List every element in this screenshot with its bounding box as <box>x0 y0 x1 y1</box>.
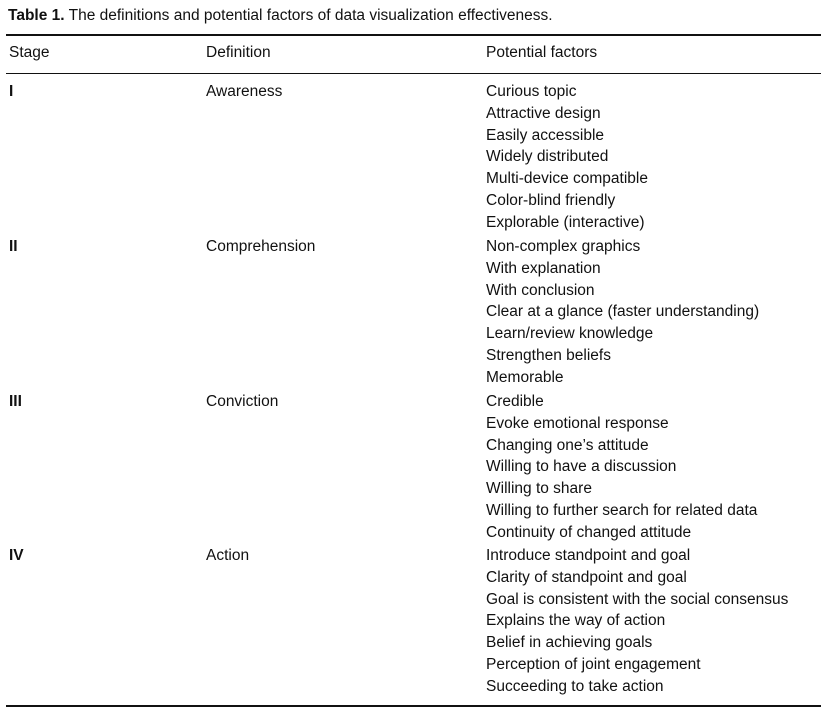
factor-item: Belief in achieving goals <box>486 634 653 652</box>
factor-item: With conclusion <box>486 281 595 299</box>
top-rule <box>6 34 821 36</box>
factor-item: Perception of joint engagement <box>486 655 701 673</box>
header-stage: Stage <box>9 44 50 61</box>
factor-item: Curious topic <box>486 83 577 100</box>
factor-list <box>486 545 788 698</box>
factor-list <box>486 391 757 544</box>
factor-item: Willing to have a discussion <box>486 458 677 476</box>
stage-number: III <box>9 393 22 410</box>
factor-item: Succeeding to take action <box>486 677 664 695</box>
factor-item: Introduce standpoint and goal <box>486 547 691 564</box>
stage-definition: Comprehension <box>206 238 316 255</box>
factor-item: Multi-device compatible <box>486 170 648 188</box>
table-caption <box>8 6 553 26</box>
stage-number: I <box>9 83 14 100</box>
stage-number: II <box>9 238 18 255</box>
table-caption-text: The definitions and potential factors of data visualization effectiveness. <box>68 7 553 24</box>
factor-item: Color-blind friendly <box>486 191 616 209</box>
factor-item: Clarity of standpoint and goal <box>486 568 687 586</box>
factor-item: Goal is consistent with the social consensus <box>486 590 789 608</box>
factor-list <box>486 81 648 234</box>
factor-item: Evoke emotional response <box>486 414 669 432</box>
factor-item: Attractive design <box>486 104 601 122</box>
factor-item: Learn/review knowledge <box>486 325 654 343</box>
header-factors: Potential factors <box>486 44 598 61</box>
factor-item: Changing one’s attitude <box>486 436 649 454</box>
factor-item: Continuity of changed attitude <box>486 523 692 541</box>
factor-item: Easily accessible <box>486 126 605 144</box>
stage-definition: Awareness <box>206 83 283 100</box>
stage-number: IV <box>9 547 24 564</box>
factor-item: Clear at a glance (faster understanding) <box>486 303 760 321</box>
bottom-rule <box>6 705 821 707</box>
stage-definition: Conviction <box>206 393 279 410</box>
factor-item: Explains the way of action <box>486 612 666 630</box>
header-definition: Definition <box>206 44 271 61</box>
factor-item: With explanation <box>486 259 601 277</box>
factor-item: Widely distributed <box>486 148 609 166</box>
table-caption-label: Table 1. <box>8 7 65 24</box>
factor-list <box>486 236 759 389</box>
factor-item: Non-complex graphics <box>486 238 641 255</box>
factor-item: Strengthen beliefs <box>486 346 611 364</box>
header-rule <box>6 73 821 74</box>
factor-item: Willing to share <box>486 480 592 498</box>
factor-item: Willing to further search for related data <box>486 501 758 519</box>
factor-item: Memorable <box>486 368 564 386</box>
factor-item: Credible <box>486 393 544 410</box>
factor-item: Explorable (interactive) <box>486 213 645 231</box>
stage-definition: Action <box>206 547 250 564</box>
